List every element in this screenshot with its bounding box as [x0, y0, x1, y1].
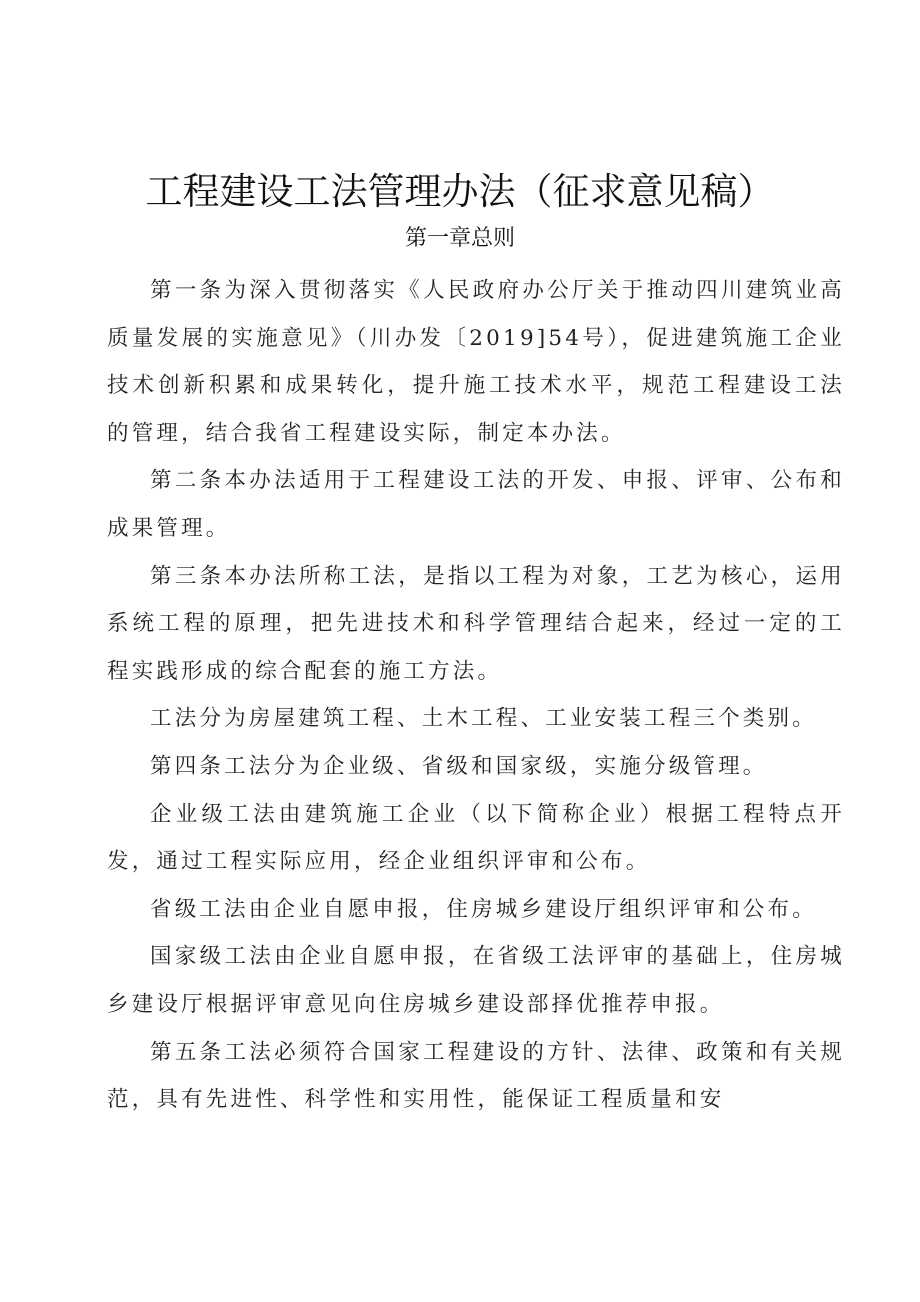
chapter-heading: 第一章总则 — [404, 226, 515, 251]
paragraph-categories: 工法分为房屋建筑工程、土木工程、工业安装工程三个类别。 — [150, 706, 817, 732]
paragraph-article-5: 第五条工法必须符合国家工程建设的方针、法律、政策和有关规范，具有先进性、科学性和实用性，能保证工程质量和安 — [107, 1039, 845, 1113]
paragraph-article-4: 第四条工法分为企业级、省级和国家级，实施分级管理。 — [150, 753, 768, 779]
document-title: 工程建设工法管理办法（征求意见稿） — [145, 170, 775, 213]
paragraph-enterprise-level: 企业级工法由建筑施工企业（以下简称企业）根据工程特点开发，通过工程实际应用，经企业组织评审和公布。 — [107, 801, 845, 875]
document-body — [107, 267, 845, 1124]
paragraph-national-level: 国家级工法由企业自愿申报，在省级工法评审的基础上，住房城乡建设厅根据评审意见向住房城乡建设部择优推荐申报。 — [107, 944, 845, 1017]
paragraph-article-2: 第二条本办法适用于工程建设工法的开发、申报、评审、公布和成果管理。 — [107, 468, 845, 541]
paragraph-provincial-level: 省级工法由企业自愿申报，住房城乡建设厅组织评审和公布。 — [150, 896, 817, 922]
paragraph-article-1: 第一条为深入贯彻落实《人民政府办公厅关于推动四川建筑业高质量发展的实施意见》（川办发〔2019]54号），促进建筑施工企业技术创新积累和成果转化，提升施工技术水平，规范工程建设工法的管理，结合我省工程建设实际，制定本办法。 — [107, 278, 845, 446]
paragraph-article-3: 第三条本办法所称工法，是指以工程为对象，工艺为核心，运用系统工程的原理，把先进技术和科学管理结合起来，经过一定的工程实践形成的综合配套的施工方法。 — [107, 563, 845, 684]
